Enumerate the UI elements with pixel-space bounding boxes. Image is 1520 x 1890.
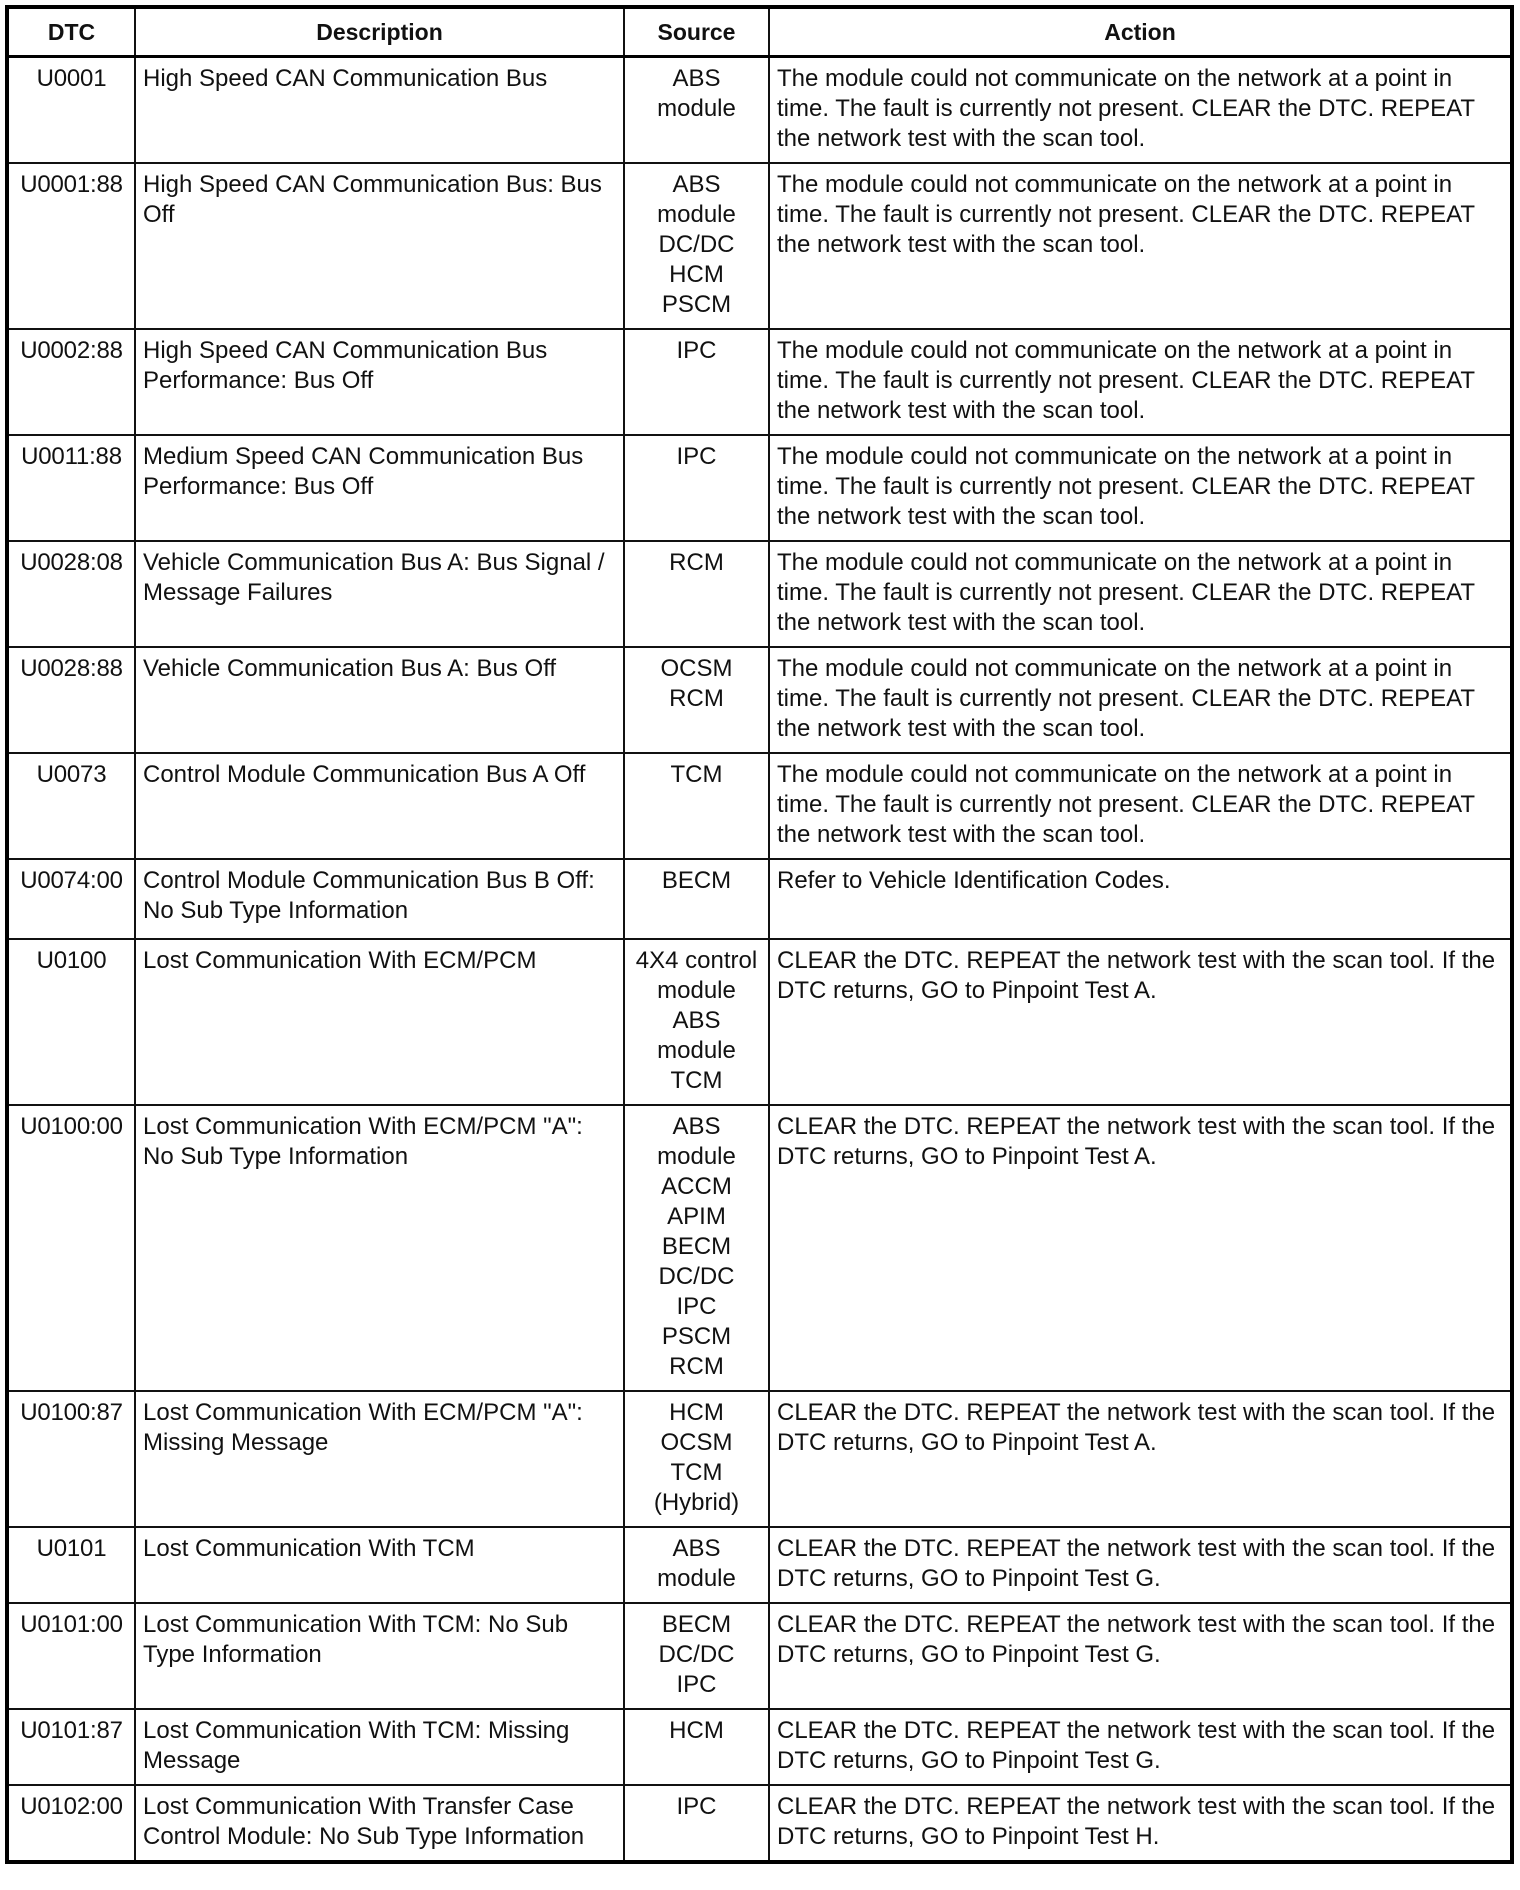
table-row [7,859,1512,939]
action-cell: CLEAR the DTC. REPEAT the network test with the scan tool. If the DTC returns, GO to Pinpoint Test G. [769,1527,1512,1603]
action-cell: CLEAR the DTC. REPEAT the network test with the scan tool. If the DTC returns, GO to Pinpoint Test A. [769,939,1512,1105]
source-module: RCM [669,549,724,576]
source-module: TCM [670,1459,723,1486]
action-cell: The module could not communicate on the network at a point in time. The fault is currently not present. CLEAR the DTC. REPEAT the network test with the scan tool. [769,163,1512,329]
dtc-code-cell: U0100:87 [7,1391,135,1527]
description-cell: Control Module Communication Bus B Off: No Sub Type Information [135,859,624,939]
source-module: IPC [676,337,717,364]
table-row [7,163,1512,329]
source-module: module [657,1565,736,1592]
description-cell: High Speed CAN Communication Bus: Bus Off [135,163,624,329]
description-cell: Lost Communication With ECM/PCM [135,939,624,1105]
table-row [7,939,1512,1105]
dtc-code-cell: U0101:87 [7,1709,135,1785]
source-module: IPC [676,1793,717,1820]
action-cell: CLEAR the DTC. REPEAT the network test with the scan tool. If the DTC returns, GO to Pinpoint Test A. [769,1105,1512,1391]
table-row [7,1391,1512,1527]
table-header-row [7,7,1512,57]
source-cell [624,1709,769,1785]
table-row [7,435,1512,541]
description-cell: Lost Communication With TCM: Missing Message [135,1709,624,1785]
description-cell: Lost Communication With Transfer Case Control Module: No Sub Type Information [135,1785,624,1862]
source-cell [624,57,769,164]
source-cell [624,1527,769,1603]
source-module: module [657,1037,736,1064]
source-module: module [657,95,736,122]
dtc-code-cell: U0074:00 [7,859,135,939]
source-module: PSCM [661,1323,732,1350]
description-cell: Medium Speed CAN Communication Bus Performance: Bus Off [135,435,624,541]
source-module: ABS [672,65,721,92]
dtc-code-cell: U0028:88 [7,647,135,753]
dtc-table [5,5,1514,1864]
source-cell [624,541,769,647]
description-cell: Control Module Communication Bus A Off [135,753,624,859]
source-cell [624,1603,769,1709]
action-cell: CLEAR the DTC. REPEAT the network test with the scan tool. If the DTC returns, GO to Pinpoint Test H. [769,1785,1512,1862]
source-cell [624,753,769,859]
action-cell: The module could not communicate on the network at a point in time. The fault is currently not present. CLEAR the DTC. REPEAT the network test with the scan tool. [769,753,1512,859]
description-cell: Lost Communication With TCM [135,1527,624,1603]
source-module: PSCM [661,291,732,318]
dtc-code-cell: U0101:00 [7,1603,135,1709]
description-cell: Lost Communication With TCM: No Sub Type Information [135,1603,624,1709]
table-row [7,647,1512,753]
action-cell: The module could not communicate on the network at a point in time. The fault is currently not present. CLEAR the DTC. REPEAT the network test with the scan tool. [769,541,1512,647]
dtc-code-cell: U0102:00 [7,1785,135,1862]
source-module: HCM [669,1399,724,1426]
source-module: BECM [661,867,732,894]
action-cell: The module could not communicate on the network at a point in time. The fault is currently not present. CLEAR the DTC. REPEAT the network test with the scan tool. [769,647,1512,753]
source-module: TCM [670,1067,723,1094]
action-cell: CLEAR the DTC. REPEAT the network test with the scan tool. If the DTC returns, GO to Pinpoint Test G. [769,1603,1512,1709]
source-cell [624,163,769,329]
source-module: DC/DC [658,1263,735,1290]
dtc-table-page [5,5,1510,1864]
source-module: ABS [672,1113,721,1140]
source-module: module [657,201,736,228]
table-row [7,1603,1512,1709]
source-module: 4X4 control [635,947,758,974]
source-cell [624,1391,769,1527]
table-row [7,541,1512,647]
source-module: IPC [676,1293,717,1320]
header-source: Source [624,7,769,57]
description-cell: High Speed CAN Communication Bus [135,57,624,164]
dtc-code-cell: U0002:88 [7,329,135,435]
table-row [7,1527,1512,1603]
action-cell: The module could not communicate on the network at a point in time. The fault is currently not present. CLEAR the DTC. REPEAT the network test with the scan tool. [769,57,1512,164]
source-module: BECM [661,1233,732,1260]
source-module: OCSM [660,1429,733,1456]
source-cell [624,859,769,939]
source-module: IPC [676,443,717,470]
source-module: TCM [670,761,723,788]
source-module: ABS [672,1007,721,1034]
dtc-code-cell: U0028:08 [7,541,135,647]
description-cell: High Speed CAN Communication Bus Performance: Bus Off [135,329,624,435]
source-cell [624,435,769,541]
source-module: (Hybrid) [653,1489,740,1516]
source-module: ABS [672,1535,721,1562]
description-cell: Lost Communication With ECM/PCM "A": Missing Message [135,1391,624,1527]
source-module: RCM [669,1353,724,1380]
header-dtc: DTC [7,7,135,57]
action-cell: The module could not communicate on the network at a point in time. The fault is currently not present. CLEAR the DTC. REPEAT the network test with the scan tool. [769,435,1512,541]
table-row [7,1105,1512,1391]
source-module: APIM [667,1203,726,1230]
source-module: IPC [676,1671,717,1698]
action-cell: The module could not communicate on the network at a point in time. The fault is currently not present. CLEAR the DTC. REPEAT the network test with the scan tool. [769,329,1512,435]
source-module: BECM [661,1611,732,1638]
dtc-code-cell: U0101 [7,1527,135,1603]
dtc-code-cell: U0011:88 [7,435,135,541]
source-cell [624,1105,769,1391]
source-module: RCM [669,685,724,712]
description-cell: Lost Communication With ECM/PCM "A": No Sub Type Information [135,1105,624,1391]
source-module: OCSM [660,655,733,682]
header-description: Description [135,7,624,57]
source-cell [624,1785,769,1862]
table-row [7,1709,1512,1785]
table-row [7,57,1512,164]
source-module: ABS [672,171,721,198]
source-module: DC/DC [658,231,735,258]
dtc-code-cell: U0073 [7,753,135,859]
description-cell: Vehicle Communication Bus A: Bus Off [135,647,624,753]
table-row [7,753,1512,859]
table-row [7,329,1512,435]
action-cell: CLEAR the DTC. REPEAT the network test with the scan tool. If the DTC returns, GO to Pinpoint Test G. [769,1709,1512,1785]
dtc-code-cell: U0100 [7,939,135,1105]
dtc-code-cell: U0001:88 [7,163,135,329]
table-row [7,1785,1512,1862]
header-action: Action [769,7,1512,57]
action-cell: CLEAR the DTC. REPEAT the network test with the scan tool. If the DTC returns, GO to Pinpoint Test A. [769,1391,1512,1527]
source-module: HCM [669,261,724,288]
source-cell [624,647,769,753]
source-module: module [657,1143,736,1170]
dtc-code-cell: U0001 [7,57,135,164]
source-module: HCM [669,1717,724,1744]
table-body [7,57,1512,1863]
source-module: module [657,977,736,1004]
source-cell [624,939,769,1105]
description-cell: Vehicle Communication Bus A: Bus Signal / Message Failures [135,541,624,647]
source-module: ACCM [661,1173,732,1200]
source-cell [624,329,769,435]
dtc-code-cell: U0100:00 [7,1105,135,1391]
source-module: DC/DC [658,1641,735,1668]
action-cell: Refer to Vehicle Identification Codes. [769,859,1512,939]
